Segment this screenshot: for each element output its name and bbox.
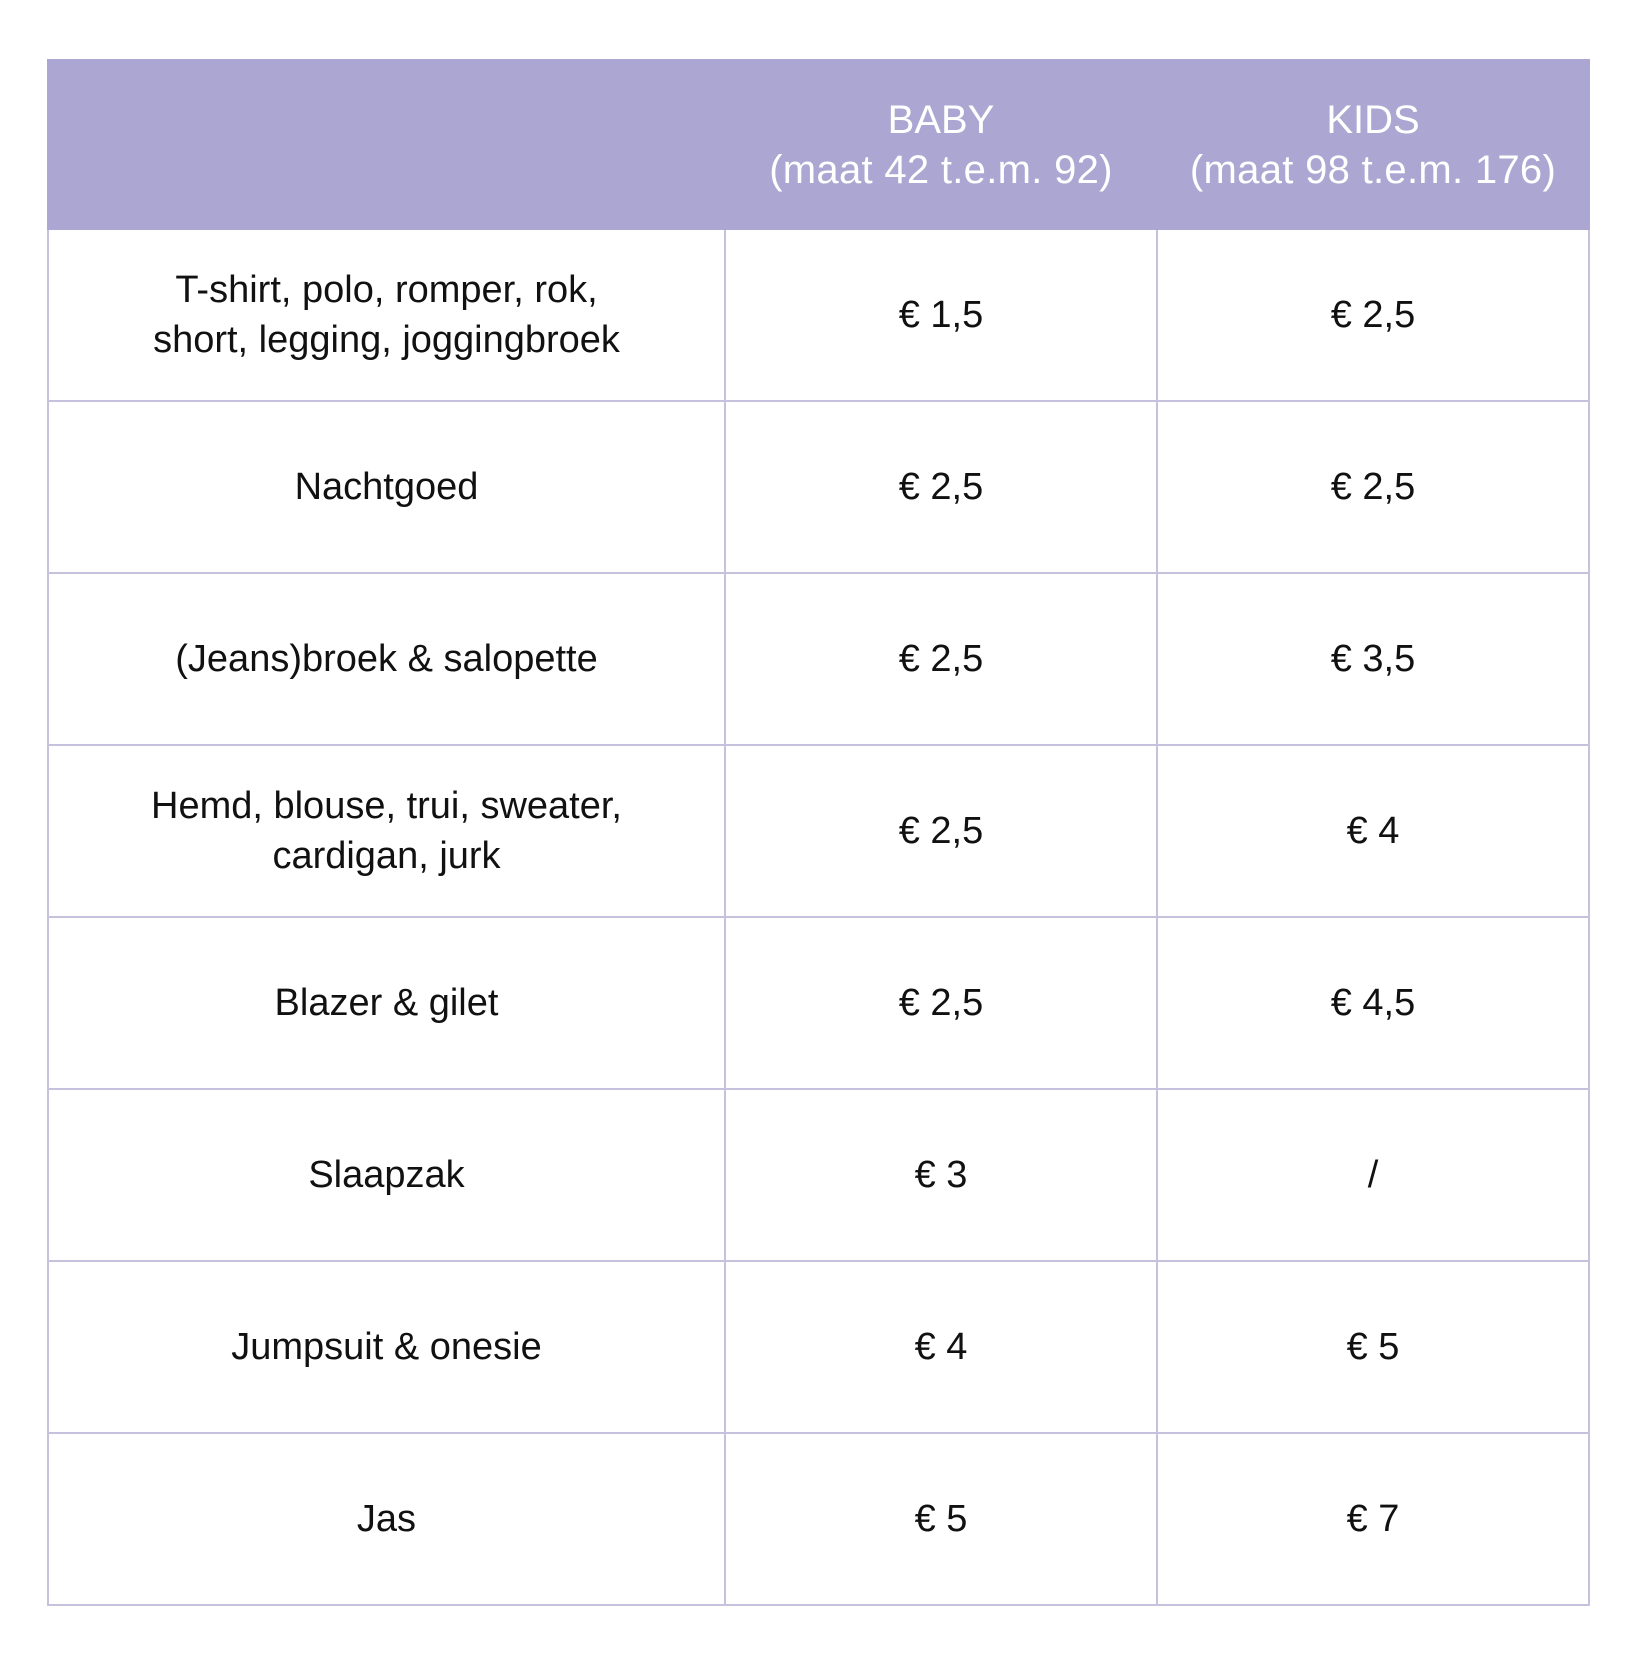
item-label-line: Blazer & gilet (274, 982, 499, 1024)
item-label-line: Jas (356, 1498, 417, 1540)
kids-price-cell: € 7 (1157, 1433, 1589, 1605)
item-cell (48, 573, 725, 745)
kids-price-cell: € 3,5 (1157, 573, 1589, 745)
item-cell (48, 1261, 725, 1433)
table-row (48, 1261, 1589, 1433)
kids-price-cell: € 2,5 (1157, 401, 1589, 573)
table-header (48, 60, 1589, 229)
kids-price-cell: / (1157, 1089, 1589, 1261)
item-label-line: Jumpsuit & onesie (231, 1326, 542, 1368)
table-row (48, 1089, 1589, 1261)
baby-price-cell: € 4 (725, 1261, 1157, 1433)
baby-price-cell: € 3 (725, 1089, 1157, 1261)
header-kids-cell (1157, 60, 1589, 229)
kids-price-cell: € 2,5 (1157, 229, 1589, 401)
table-row (48, 229, 1589, 401)
baby-price-cell: € 5 (725, 1433, 1157, 1605)
header-kids-subtitle: (maat 98 t.e.m. 176) (1189, 147, 1557, 192)
header-baby-cell (725, 60, 1157, 229)
item-label-line: cardigan, jurk (272, 835, 501, 877)
header-kids-title: KIDS (1326, 97, 1420, 142)
baby-price-cell: € 2,5 (725, 401, 1157, 573)
item-cell (48, 401, 725, 573)
table-body (48, 229, 1589, 1605)
table-row (48, 573, 1589, 745)
header-baby-subtitle: (maat 42 t.e.m. 92) (769, 147, 1113, 192)
item-cell (48, 917, 725, 1089)
item-label-line: Hemd, blouse, trui, sweater, (151, 785, 622, 827)
kids-price-cell: € 4,5 (1157, 917, 1589, 1089)
item-label-line: Nachtgoed (294, 466, 479, 508)
table-row (48, 917, 1589, 1089)
header-row (48, 60, 1589, 229)
item-cell (48, 1089, 725, 1261)
item-cell (48, 745, 725, 917)
table-row (48, 745, 1589, 917)
item-cell (48, 229, 725, 401)
table-row (48, 401, 1589, 573)
item-cell (48, 1433, 725, 1605)
header-baby-title: BABY (887, 97, 995, 142)
item-label-line: Slaapzak (308, 1154, 465, 1196)
baby-price-cell: € 2,5 (725, 917, 1157, 1089)
item-label-line: (Jeans)broek & salopette (175, 638, 598, 680)
header-item-cell (48, 60, 725, 229)
baby-price-cell: € 2,5 (725, 745, 1157, 917)
baby-price-cell: € 1,5 (725, 229, 1157, 401)
kids-price-cell: € 5 (1157, 1261, 1589, 1433)
kids-price-cell: € 4 (1157, 745, 1589, 917)
table-row (48, 1433, 1589, 1605)
baby-price-cell: € 2,5 (725, 573, 1157, 745)
item-label-line: short, legging, joggingbroek (153, 319, 620, 361)
item-label-line: T-shirt, polo, romper, rok, (175, 269, 598, 311)
price-table (47, 59, 1590, 1606)
